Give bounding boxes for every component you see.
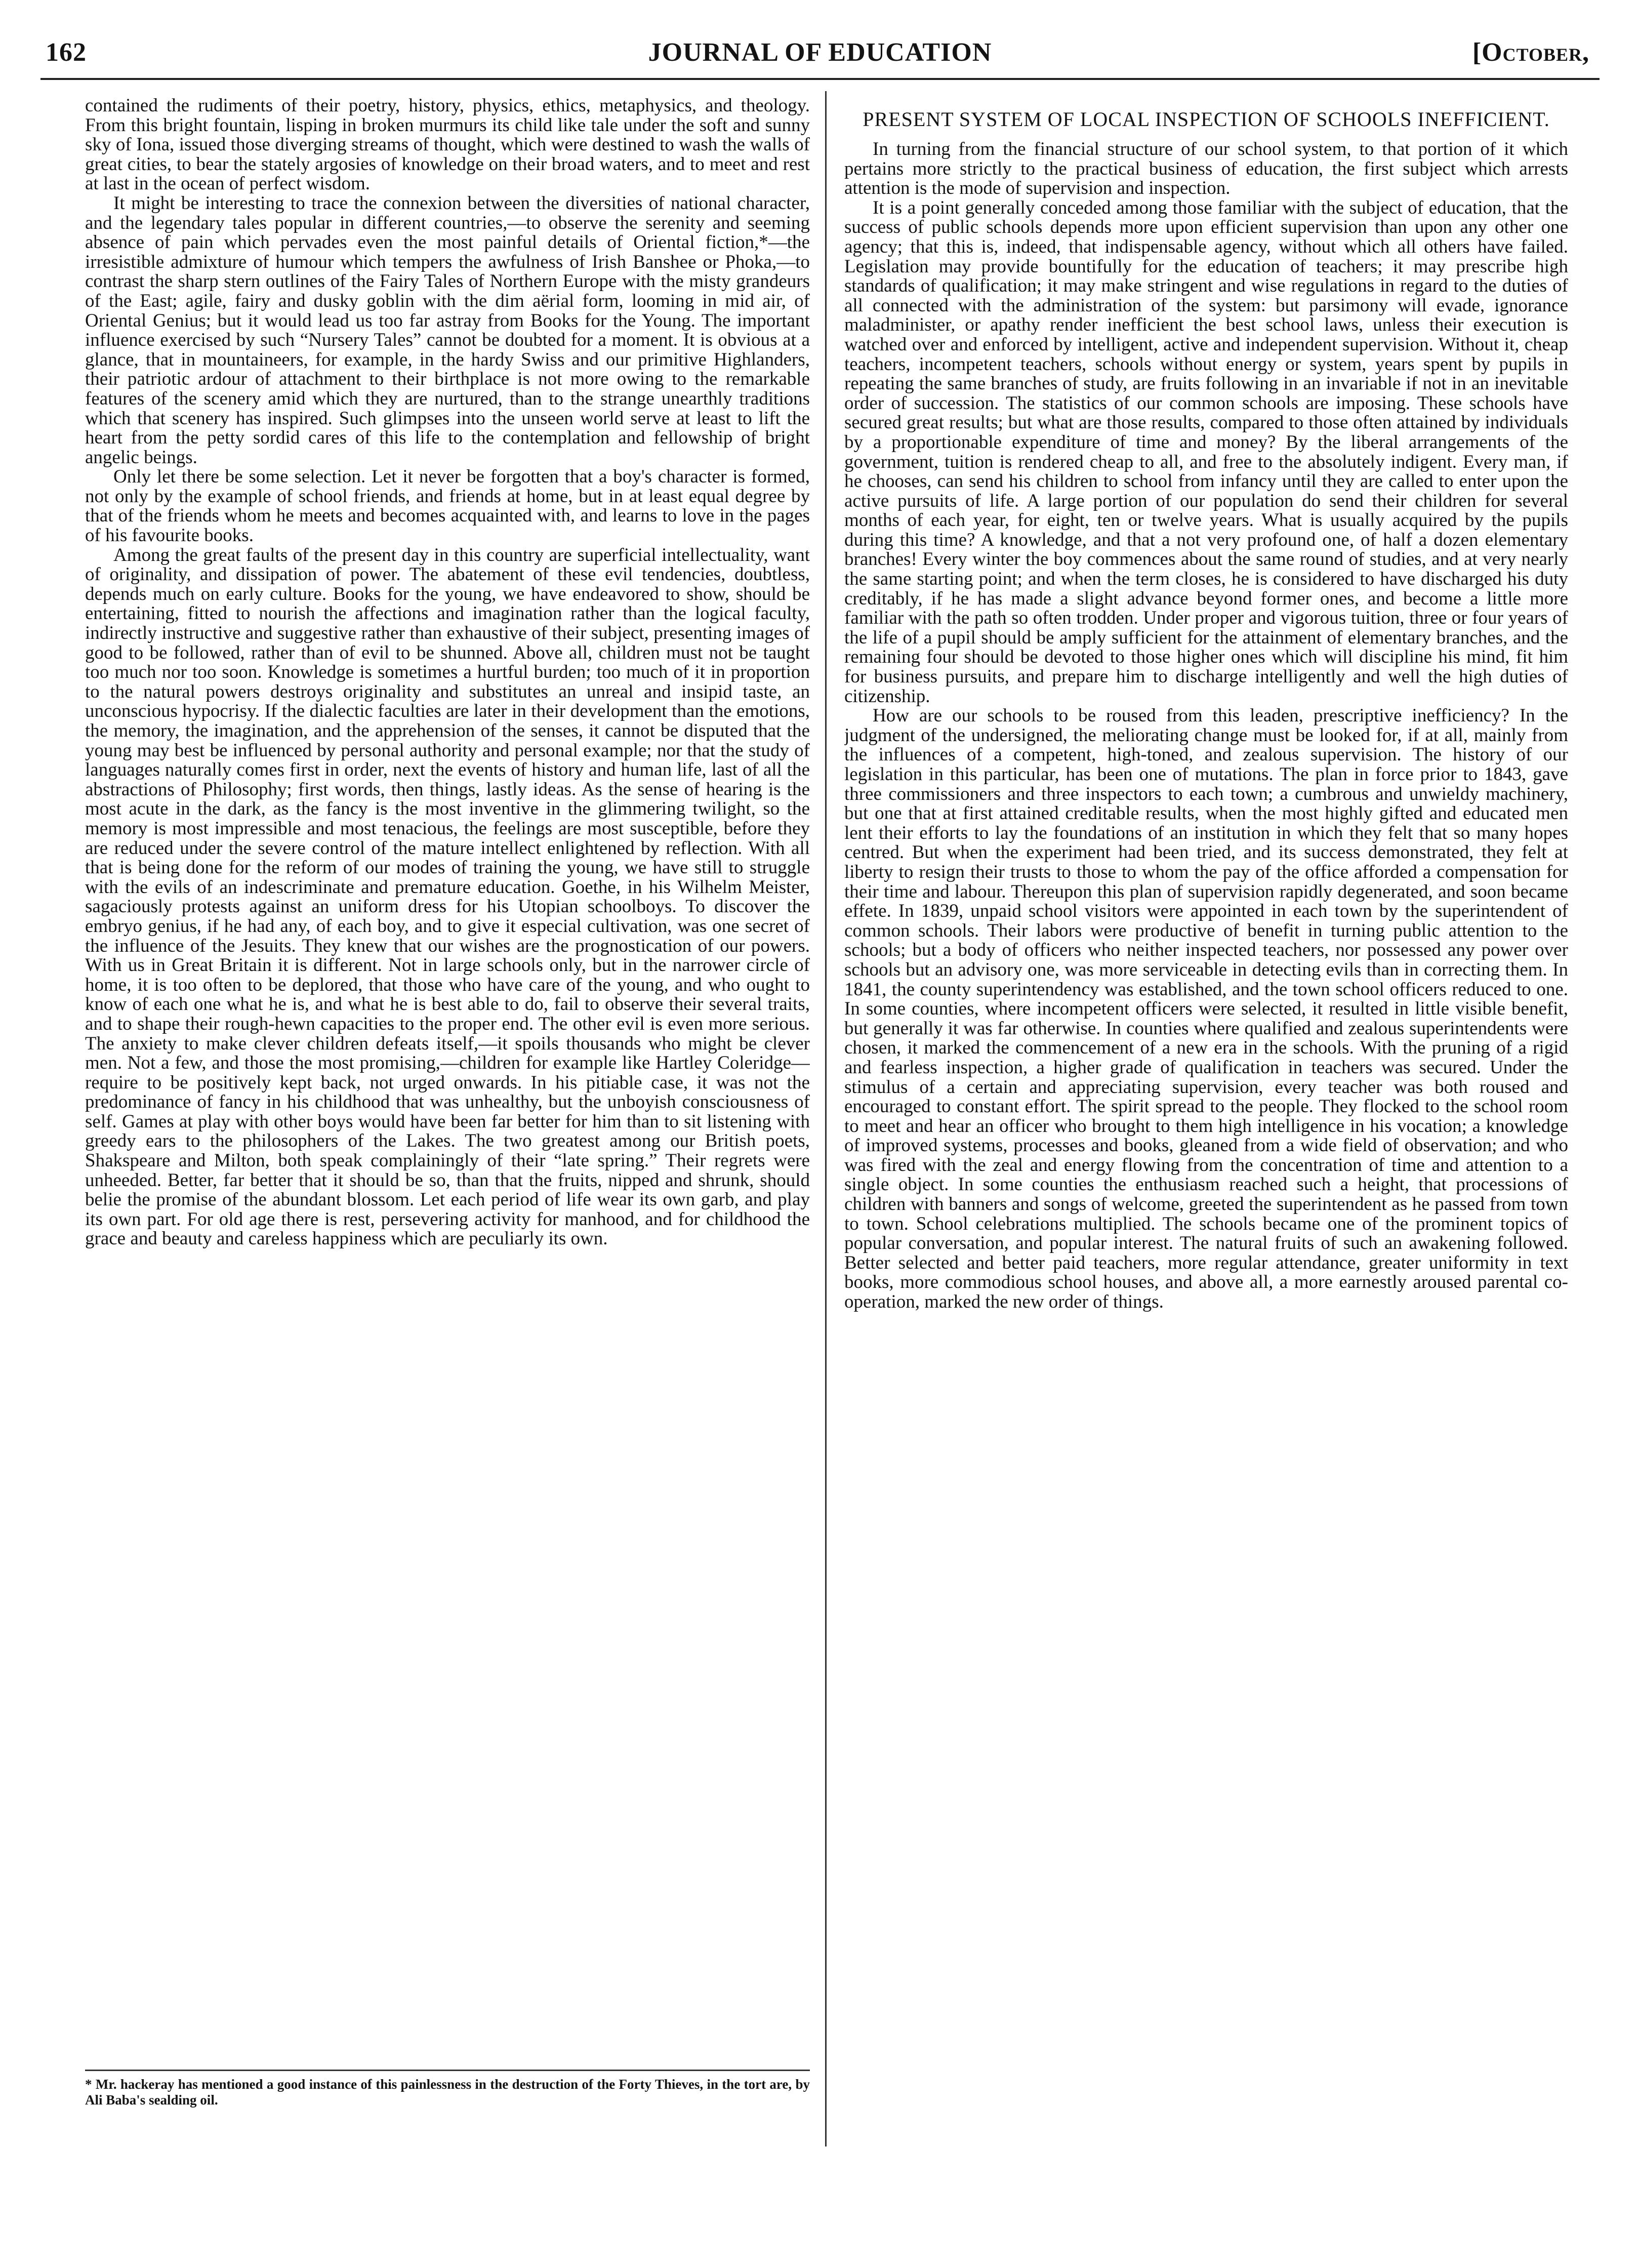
section-title: PRESENT SYSTEM OF LOCAL INSPECTION OF SCHOOLS INEFFICIENT. bbox=[863, 108, 1550, 131]
left-column bbox=[85, 96, 810, 2212]
page-number: 162 bbox=[46, 38, 87, 67]
journal-title: JOURNAL OF EDUCATION bbox=[648, 38, 992, 67]
left-paragraph-1: contained the rudiments of their poetry, history, physics, ethics, metaphysics, and theology. From this bright fountain, lisping in broken murmurs its child like tale under the soft and sunny sky of Iona, issued those diverging streams of thought, which were destined to wash the walls of great cities, to bear the stately argosies of knowledge on their broad waters, and to meet and rest at last in the ocean of perfect wisdom. bbox=[85, 96, 810, 194]
footnote-divider bbox=[85, 2070, 810, 2071]
page-header bbox=[40, 31, 1600, 80]
right-paragraph-2: It is a point generally conceded among those familiar with the subject of education, that the success of public schools depends more upon efficient supervision than upon any other one agency; that this is, indeed, that indispensable agency, without which all others have failed. Legislation may provide bountifully for the education of teachers; it may prescribe high standards of qualification; it may make stringent and wise regulations in regard to the duties of all connected with the administration of the system: but parsimony will evade, ignorance maladminister, or apathy render inefficient the best school laws, unless their execution is watched over and enforced by intelligent, active and independent supervision. Without it, cheap teachers, incompetent teachers, schools without energy or system, years spent by pupils in repeating the same branches of study, are fruits following in an invariable if not in an inevitable order of succession. The statistics of our common schools are imposing. These schools have secured great results; but what are those results, compared to those often attained by individuals by a proportionable expenditure of time and money? By the liberal arrangements of the government, tuition is rendered cheap to all, and free to the absolutely indigent. Every man, if he chooses, can send his children to school from infancy until they are called to enter upon the active pursuits of life. A large portion of our population do send their children for several months of each year, for eight, ten or twelve years. What is usually acquired by the pupils during this time? A knowledge, and that a not very profound one, of half a dozen elementary branches! Every winter the boy commences about the same round of studies, and at very nearly the same starting point; and when the term closes, he is considered to have discharged his duty creditably, if he has made a slight advance beyond former ones, and become a little more familiar with the path so often trodden. Under proper and vigorous tuition, three or four years of the life of a pupil should be amply sufficient for the attainment of elementary branches, and the remaining four should be devoted to those higher ones which will discipline his mind, fit him for business pursuits, and prepare him to discharge intelligently and well the high duties of citizenship. bbox=[844, 197, 1568, 707]
right-column bbox=[844, 96, 1568, 2212]
footnote: * Mr. hackeray has mentioned a good instance of this painlessness in the destruction of the Forty Thieves, in the tort are, by Ali Baba's sealding oil. bbox=[85, 2077, 810, 2108]
left-paragraph-2: It might be interesting to trace the connexion between the diversities of national character, and the legendary tales popular in different countries,—to observe the serenity and seeming absence of pain which pervades even the most painful details of Oriental fiction,*—the irresistible admixture of humour which tempers the awfulness of Irish Banshee or Phoka,—to contrast the sharp stern outlines of the Fairy Tales of Northern Europe with the misty grandeurs of the East; agile, fairy and dusky goblin with the dim aërial form, looming in mid air, of Oriental Genius; but it would lead us too far astray from Books for the Young. The important influence exercised by such “Nursery Tales” cannot be doubted for a moment. It is obvious at a glance, that in mountaineers, for example, in the hardy Swiss and our primitive Highlanders, their patriotic ardour of attachment to their birthplace is not more owing to the remarkable features of the scenery amid which they are nurtured, than to the strange unearthly traditions which that scenery has inspired. Such glimpses into the unseen world serve at least to lift the heart from the petty sordid cares of this life to the contemplation and fellowship of bright angelic beings. bbox=[85, 192, 810, 468]
right-paragraph-1: In turning from the financial structure of our school system, to that portion of it which pertains more strictly to the practical business of education, the first subject which arrests attention is the mode of supervision and inspection. bbox=[844, 139, 1568, 199]
column-divider bbox=[825, 91, 827, 2146]
left-paragraph-3: Only let there be some selection. Let it never be forgotten that a boy's character is formed, not only by the example of school friends, and friends at home, but in at least equal degree by that of the friends whom he meets and becomes acquainted with, and learns to love in the pages of his favourite books. bbox=[85, 466, 810, 546]
left-paragraph-4: Among the great faults of the present day in this country are superficial intellectuality, want of originality, and dissipation of power. The abatement of these evil tendencies, doubtless, depends much on early culture. Books for the young, we have endeavored to show, should be entertaining, fitted to nourish the affections and imagination rather than the logical faculty, indirectly instructive and suggestive rather than exhaustive of their subject, presenting images of good to be followed, rather than of evil to be shunned. Above all, children must not be taught too much nor too soon. Knowledge is sometimes a hurtful burden; too much of it in proportion to the natural powers destroys originality and substitutes an unreal and insipid taste, an unconscious hypocrisy. If the dialectic faculties are later in their development than the emotions, the memory, the imagination, and the apprehension of the senses, it cannot be disputed that the young may best be influenced by personal authority and personal example; nor that the study of languages naturally comes first in order, next the events of history and human life, last of all the abstractions of Philosophy; first words, then things, lastly ideas. As the sense of hearing is the most acute in the dark, as the fancy is the most inventive in the glimmering twilight, so the memory is most impressible and most tenacious, the feelings are most susceptible, before they are reduced under the severe control of the mature intellect enlightened by reflection. With all that is being done for the reform of our modes of training the young, we have still to struggle with the evils of an indescriminate and premature education. Goethe, in his Wilhelm Meister, sagaciously protests against an uniform dress for his Utopian schoolboys. To discover the embryo genius, if he had any, of each boy, and to give it especial cultivation, was one secret of the influence of the Jesuits. They knew that our wishes are the prognostication of our powers. With us in Great Britain it is different. Not in large schools only, but in the narrower circle of home, it is too often to be deplored, that those who have care of the young, and who ought to know of each one what he is, and what he is best able to do, fail to observe their several traits, and to shape their rough-hewn capacities to the proper end. The other evil is even more serious. The anxiety to make clever children defeats itself,—it spoils thousands who might be clever men. Not a few, and those the most promising,—children for example like Hartley Coleridge—require to be positively kept back, not urged onwards. In his pitiable case, it was not the predominance of fancy in his childhood that was unhealthy, but the unboyish consciousness of self. Games at play with other boys would have been far better for him than to sit listening with greedy ears to the philosophers of the Lakes. The two greatest among our British poets, Shakspeare and Milton, both speak complainingly of their “late spring.” Their regrets were unheeded. Better, far better that it should be so, than that the fruits, nipped and shrunk, should belie the promise of the abundant blossom. Let each period of life wear its own garb, and play its own part. For old age there is rest, persevering activity for manhood, and for childhood the grace and beauty and careless happiness which are peculiarly its own. bbox=[85, 544, 810, 1249]
issue-month: [October, bbox=[1472, 38, 1589, 67]
right-paragraph-3: How are our schools to be roused from this leaden, prescriptive inefficiency? In the judgment of the undersigned, the meliorating change must be looked for, if at all, mainly from the influences of a competent, high-toned, and zealous supervision. The history of our legislation in this particular, has been one of mutations. The plan in force prior to 1843, gave three commissioners and three inspectors to each town; a cumbrous and unwieldy machinery, but one that at first attained creditable results, when the most highly gifted and educated men lent their efforts to lay the foundations of an institution in which they felt that so many hopes centred. But when the experiment had been tried, and its success demonstrated, they felt at liberty to resign their trusts to those to whom the pay of the office afforded a compensation for their time and labour. Thereupon this plan of supervision rapidly degenerated, and soon became effete. In 1839, unpaid school visitors were appointed in each town by the superintendent of common schools. Their labors were productive of benefit in turning public attention to the schools; but a body of officers who neither inspected teachers, nor possessed any power over schools but an advisory one, was more serviceable in detecting evils than in correcting them. In 1841, the county superintendency was established, and the town school officers reduced to one. In some counties, where incompetent officers were selected, it resulted in little visible benefit, but generally it was far otherwise. In counties where qualified and zealous superintendents were chosen, it marked the commencement of a new era in the schools. With the pruning of a rigid and fearless inspection, a higher grade of qualification in teachers was secured. Under the stimulus of a certain and appreciating supervision, every teacher was both roused and encouraged to constant effort. The spirit spread to the people. They flocked to the school room to meet and hear an officer who brought to them high intelligence in his vocation; a knowledge of improved systems, processes and books, gleaned from a wide field of observation; and who was fired with the zeal and energy flowing from the concentration of time and attention to a single object. In some counties the enthusiasm reached such a height, that processions of children with banners and songs of welcome, greeted the superintendent as he passed from town to town. School celebrations multiplied. The schools became one of the prominent topics of popular conversation, and popular interest. The natural fruits of such an awakening followed. Better selected and better paid teachers, more regular attendance, greater uniformity in text books, more commodious school houses, and above all, a more earnestly aroused parental co-operation, marked the new order of things. bbox=[844, 705, 1568, 1313]
